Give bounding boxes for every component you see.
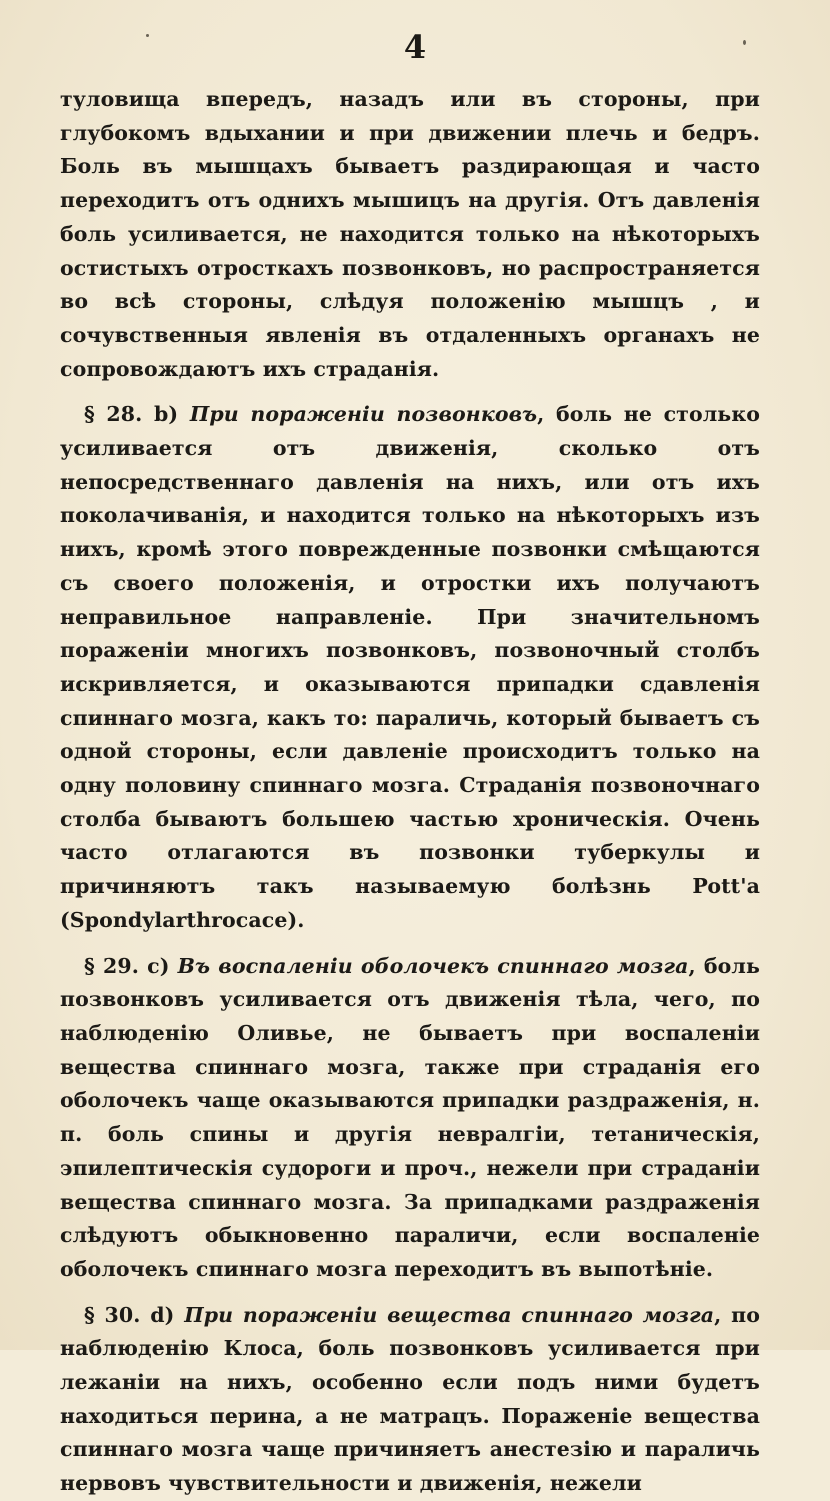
paragraph-continuation: [60, 83, 760, 386]
paragraph-section-29: [60, 950, 760, 1287]
section-label: § 28. b): [84, 402, 179, 427]
body-text: [60, 83, 760, 1501]
paragraph-text: , боль позвонковъ усиливается отъ движенія тѣла, чего, по наблюденію Оливье, не бываетъ при воспаленіи вещества спиннаго мозга, также при страданія его оболочекъ чаще оказываются припадки раздраженія, н. п. боль спины и другія невралгіи, тетаническія, эпилептическія судороги и проч., нежели при страданіи вещества спиннаго мозга. За припадками раздраженія слѣдуютъ обыкновенно параличи, если воспаленіе оболочекъ спиннаго мозга переходитъ въ выпотѣніе.: [60, 953, 760, 1281]
paragraph-text: , по наблюденію Клоса, боль позвонковъ усиливается при лежаніи на нихъ, особенно если подъ ними будетъ находиться перина, а не матрацъ. Пораженіе вещества спиннаго мозга чаще причиняетъ анестезію и параличь нервовъ чувствительности и движенія, нежели: [60, 1302, 760, 1496]
paragraph-text: туловища впередъ, назадъ или въ стороны, при глубокомъ вдыхании и при движении плечь и бедръ. Боль въ мышцахъ бываетъ раздирающая и часто переходитъ отъ однихъ мышицъ на другія. Отъ давленія боль усиливается, не находится только на нѣкоторыхъ остистыхъ отросткахъ позвонковъ, но распространяется во всѣ стороны, слѣдуя положенію мышцъ , и сочувственныя явленія въ отдаленныхъ органахъ не сопровождаютъ ихъ страданія.: [60, 87, 760, 381]
paragraph-section-28: [60, 398, 760, 937]
section-label: § 29. c): [84, 953, 170, 978]
page-number: 4: [403, 28, 427, 66]
paragraph-section-30: [60, 1299, 760, 1501]
section-title: При пораженіи вещества спиннаго мозга: [184, 1302, 715, 1327]
section-label: § 30. d): [84, 1302, 175, 1327]
paragraph-text: , боль не столько усиливается отъ движенія, сколько отъ непосредственнаго давленія на нихъ, или отъ ихъ поколачиванія, и находится только на нѣкоторыхъ изъ нихъ, кромѣ этого поврежденные позвонки смѣщаются съ своего положенія, и отростки ихъ получаютъ неправильное направленіе. При значительномъ пораженіи многихъ позвонковъ, позвоночный столбъ искривляется, и оказываются припадки сдавленія спиннаго мозга, какъ то: параличь, который бываетъ съ одной стороны, если давленіе происходитъ только на одну половину спиннаго мозга. Страданія позвоночнаго столба бываютъ большею частью хроническія. Очень часто отлагаются въ позвонки туберкулы и причиняютъ такъ называемую болѣзнь Pott'а (Spondylarthrocace).: [60, 402, 760, 932]
section-title: Въ воспаленіи оболочекъ спиннаго мозга: [177, 953, 689, 978]
section-title: При пораженіи позвонковъ: [189, 402, 538, 427]
